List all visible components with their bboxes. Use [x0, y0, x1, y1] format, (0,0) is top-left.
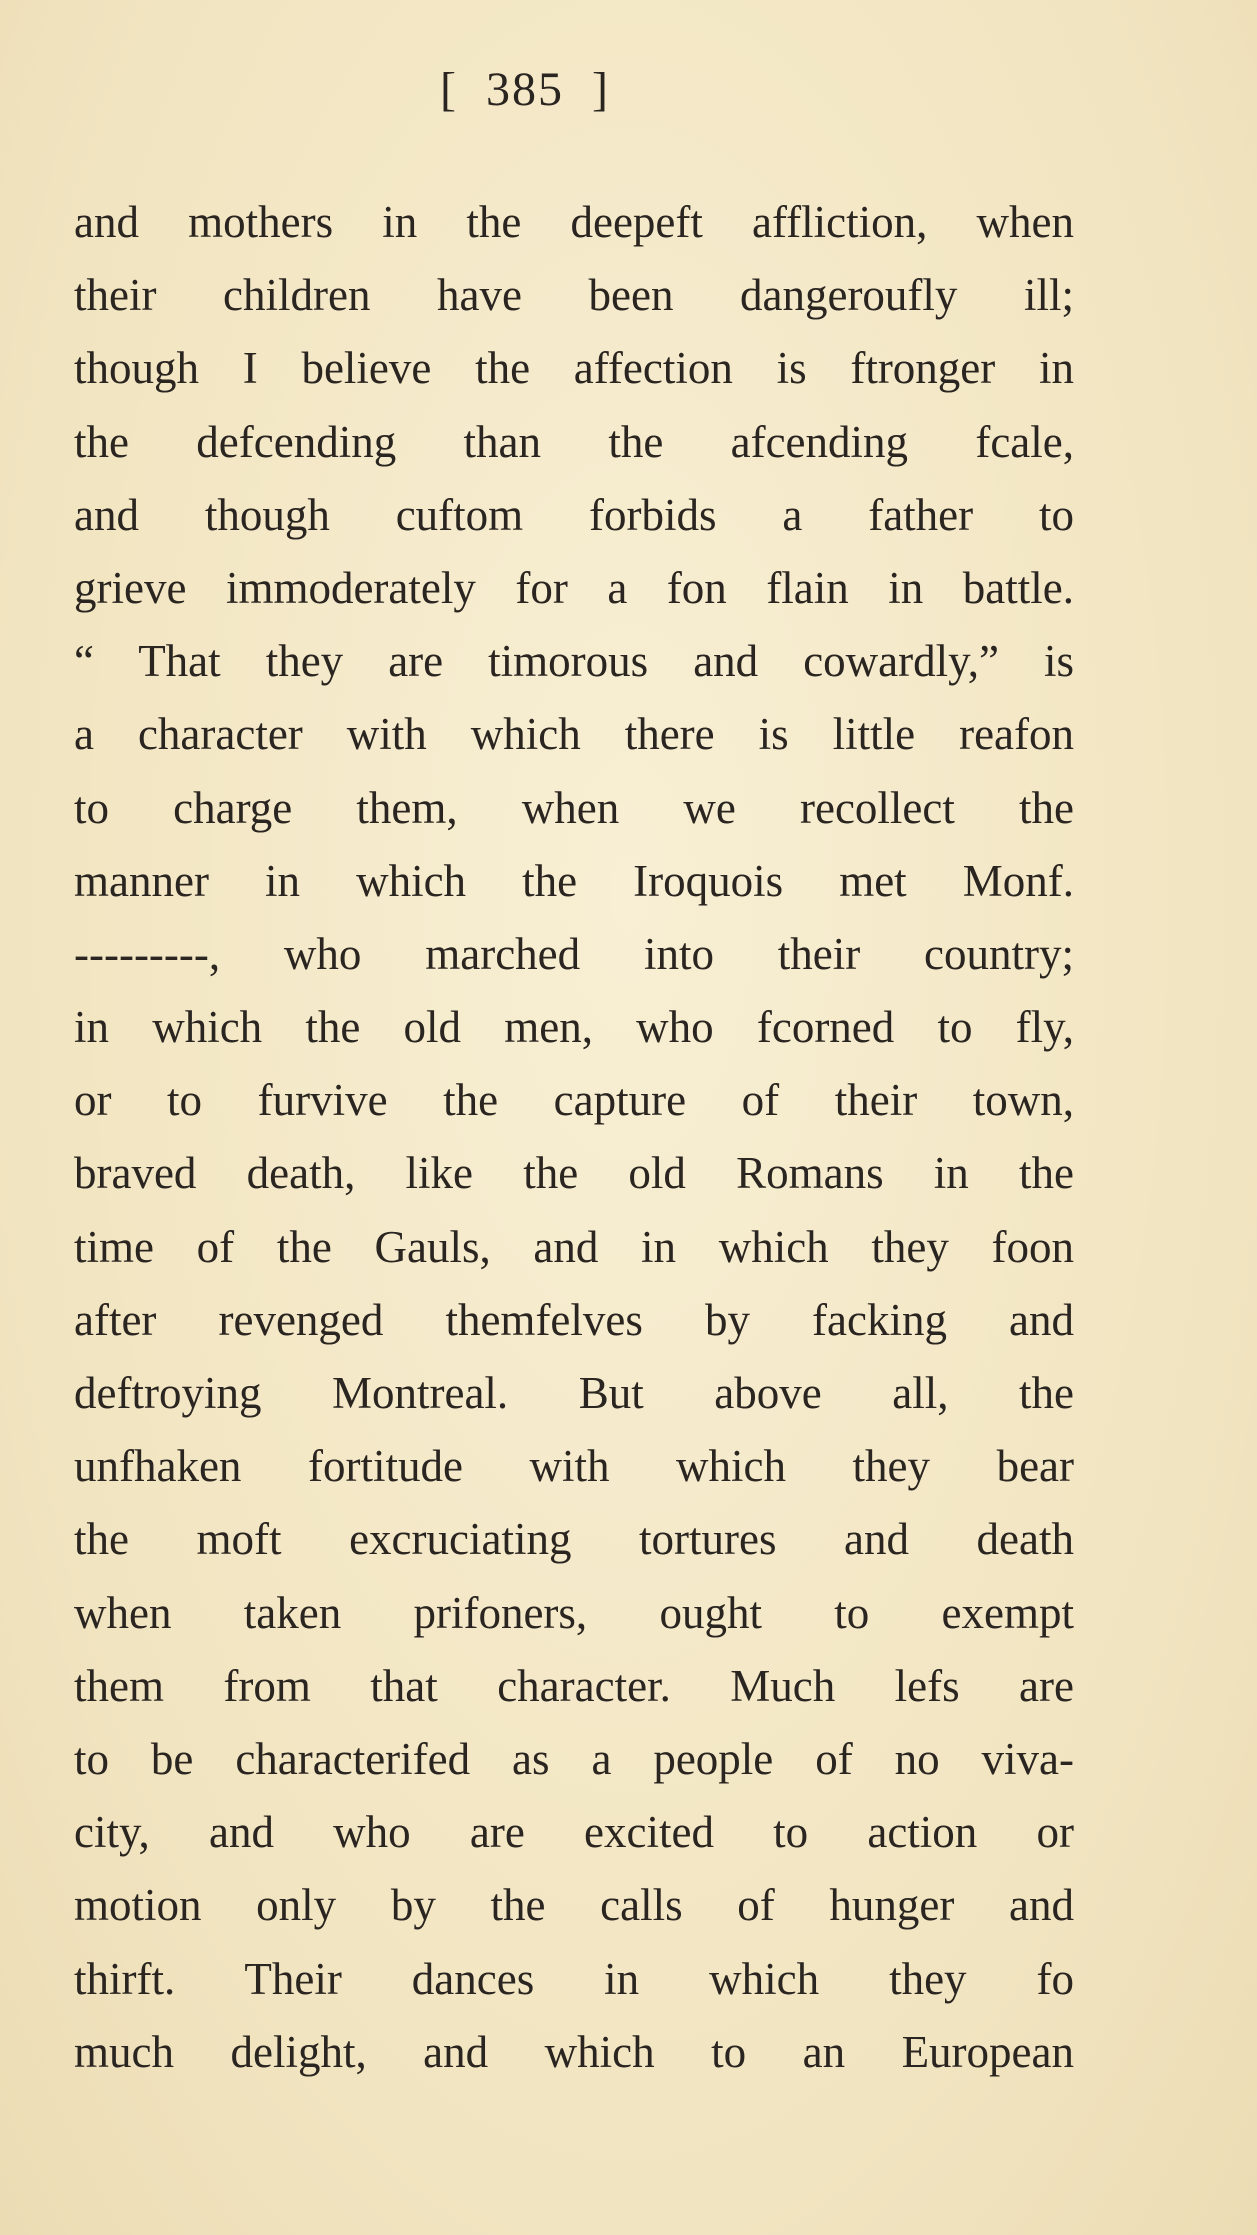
text-line: much delight, and which to an European	[74, 2026, 1074, 2077]
text-line: them from that character. Much lefs are	[74, 1660, 1074, 1711]
text-line: a character with which there is little reafon	[74, 709, 1074, 760]
text-line: braved death, like the old Romans in the	[74, 1148, 1074, 1199]
text-line: and mothers in the deepeft affliction, when	[74, 197, 1074, 247]
text-line: grieve immoderately for a fon flain in battle.	[74, 562, 1074, 613]
text-line: manner in which the Iroquois met Monf.	[74, 855, 1074, 906]
text-line: or to furvive the capture of their town,	[74, 1075, 1074, 1126]
text-line: “ That they are timorous and cowardly,” is	[74, 636, 1074, 687]
text-line: after revenged themfelves by facking and	[74, 1294, 1074, 1345]
page-number-text: [ 385 ]	[440, 63, 610, 116]
text-line: motion only by the calls of hunger and	[74, 1880, 1074, 1931]
text-line: unfhaken fortitude with which they bear	[74, 1441, 1074, 1492]
text-line: thirft. Their dances in which they fo	[74, 1953, 1074, 2004]
text-line: city, and who are excited to action or	[74, 1807, 1074, 1858]
text-line: and though cuftom forbids a father to	[74, 489, 1074, 540]
text-line: to be characterifed as a people of no viva-	[74, 1733, 1074, 1784]
text-line: deftroying Montreal. But above all, the	[74, 1368, 1074, 1418]
body-text	[74, 186, 1074, 2089]
text-line: when taken prifoners, ought to exempt	[74, 1587, 1074, 1638]
text-line: ---------, who marched into their country;	[74, 928, 1074, 979]
text-line: the moft excruciating tortures and death	[74, 1514, 1074, 1565]
text-line: though I believe the affection is ftronger in	[74, 343, 1074, 394]
text-line: their children have been dangeroufly ill;	[74, 270, 1074, 321]
text-line: to charge them, when we recollect the	[74, 782, 1074, 833]
text-line: the defcending than the afcending fcale,	[74, 416, 1074, 467]
text-line: time of the Gauls, and in which they foon	[74, 1221, 1074, 1272]
text-line: in which the old men, who fcorned to fly,	[74, 1002, 1074, 1053]
